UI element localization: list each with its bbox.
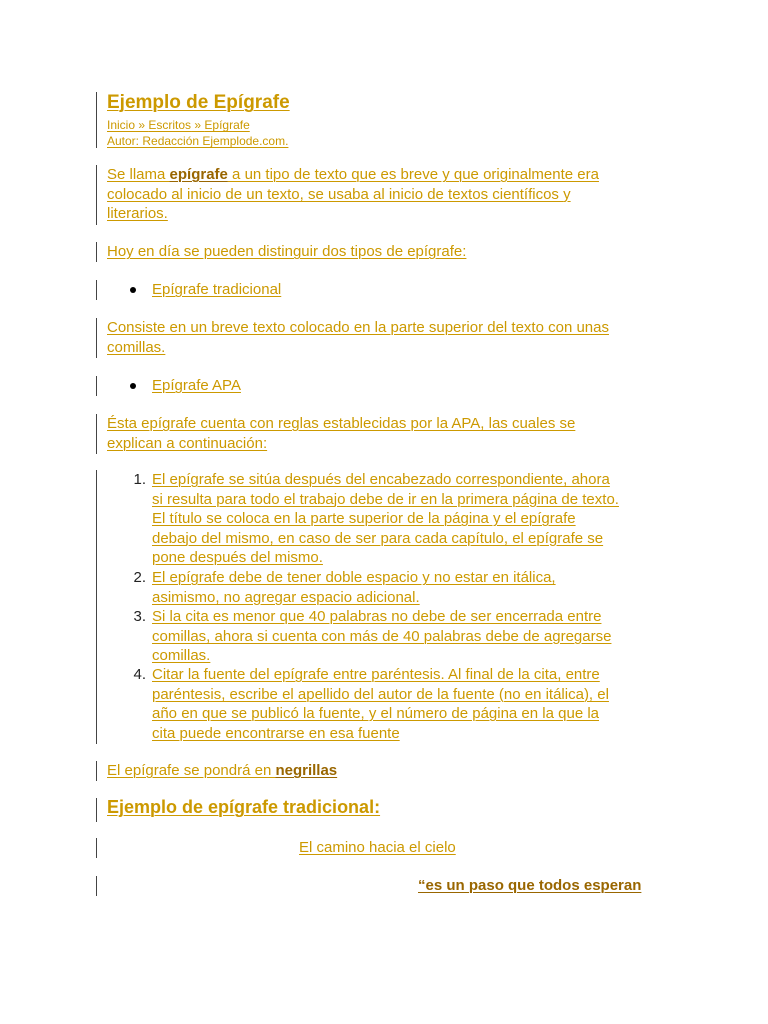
traditional-description [107,318,609,357]
margin-bar [96,470,97,744]
bullet-epigrafe-apa[interactable]: Epígrafe APA [152,377,241,394]
rule-text[interactable]: paréntesis, escribe el apellido del autor de la fuente (no en itálica), el [152,685,609,703]
traditional-text[interactable]: Consiste en un breve texto colocado en la parte superior del texto con unas [107,319,609,336]
bullet-epigrafe-tradicional[interactable]: Epígrafe tradicional [152,281,282,298]
intro-text[interactable]: colocado al inicio de un texto, se usaba al inicio de textos científicos y [107,185,571,203]
breadcrumb-separator: » [135,118,149,132]
margin-bar [96,165,97,225]
breadcrumb [107,117,250,133]
traditional-text[interactable]: comillas. [107,338,166,356]
margin-bar [96,376,97,396]
margin-bar [96,798,97,822]
rule-number: 4. [133,666,146,683]
margin-bar [96,761,97,781]
margin-bar [96,318,97,358]
bold-note-text[interactable]: El epígrafe se pondrá en [107,762,276,779]
breadcrumb-epigrafe[interactable]: Epígrafe [204,118,250,132]
breadcrumb-inicio[interactable]: Inicio [107,118,136,132]
rule-text[interactable]: cita puede encontrarse en esa fuente [152,724,400,742]
example-heading[interactable]: Ejemplo de epígrafe tradicional: [107,797,381,817]
rule-text[interactable]: comillas, ahora si cuenta con más de 40 palabras debe de agregarse [152,627,612,645]
rule-number: 3. [133,608,146,625]
rule-text[interactable]: año en que se publicó la fuente, y el número de página en la que la [152,705,599,722]
margin-bar [96,280,97,300]
apa-text[interactable]: Ésta epígrafe cuenta con reglas establecidas por la APA, las cuales se [107,415,576,432]
rule-text[interactable]: si resulta para todo el trabajo debe de ir en la primera página de texto. [152,490,619,508]
rule-text[interactable]: pone después del mismo. [152,549,323,566]
example-title[interactable]: El camino hacia el cielo [299,839,456,856]
rule-item-1 [152,470,619,568]
intro-text[interactable]: a un tipo de texto que es breve y que originalmente era [227,166,599,183]
types-intro[interactable]: Hoy en día se pueden distinguir dos tipos de epígrafe: [107,243,467,260]
rule-text[interactable]: Citar la fuente del epígrafe entre paréntesis. Al final de la cita, entre [152,666,600,683]
rule-text[interactable]: El epígrafe debe de tener doble espacio y no estar en itálica, [152,569,556,586]
rule-item-4 [152,665,609,743]
rule-text[interactable]: debajo del mismo, en caso de ser para cada capítulo, el epígrafe se [152,529,604,547]
intro-bold-term[interactable]: epígrafe [169,166,228,183]
margin-bar [96,876,97,896]
author-line[interactable]: Autor: Redacción Ejemplode.com. [107,134,289,148]
rule-number: 1. [133,471,146,488]
rule-item-2 [152,568,556,607]
intro-paragraph [107,165,599,224]
rule-text[interactable]: asimismo, no agregar espacio adicional. [152,588,420,606]
rule-text[interactable]: Si la cita es menor que 40 palabras no debe de ser encerrada entre [152,608,602,625]
bold-note-term[interactable]: negrillas [275,762,338,779]
intro-text[interactable]: literarios. [107,205,168,222]
margin-bar [96,414,97,454]
apa-description [107,414,575,453]
intro-text[interactable]: Se llama [107,166,170,183]
page-title[interactable]: Ejemplo de Epígrafe [107,92,290,113]
breadcrumb-separator: » [191,118,205,132]
margin-bar [96,92,97,148]
example-quote[interactable]: “es un paso que todos esperan [418,877,642,894]
rule-item-3 [152,607,611,666]
bullet-dot [130,383,136,389]
rule-text[interactable]: El título se coloca en la parte superior de la página y el epígrafe [152,510,576,527]
bold-note [107,761,337,781]
apa-text[interactable]: explican a continuación: [107,434,268,452]
rule-number: 2. [133,569,146,586]
rule-text[interactable]: El epígrafe se sitúa después del encabezado correspondiente, ahora [152,471,610,488]
margin-bar [96,838,97,858]
margin-bar [96,242,97,262]
breadcrumb-escritos[interactable]: Escritos [148,118,192,132]
bullet-dot [130,287,136,293]
rule-text[interactable]: comillas. [152,647,211,664]
